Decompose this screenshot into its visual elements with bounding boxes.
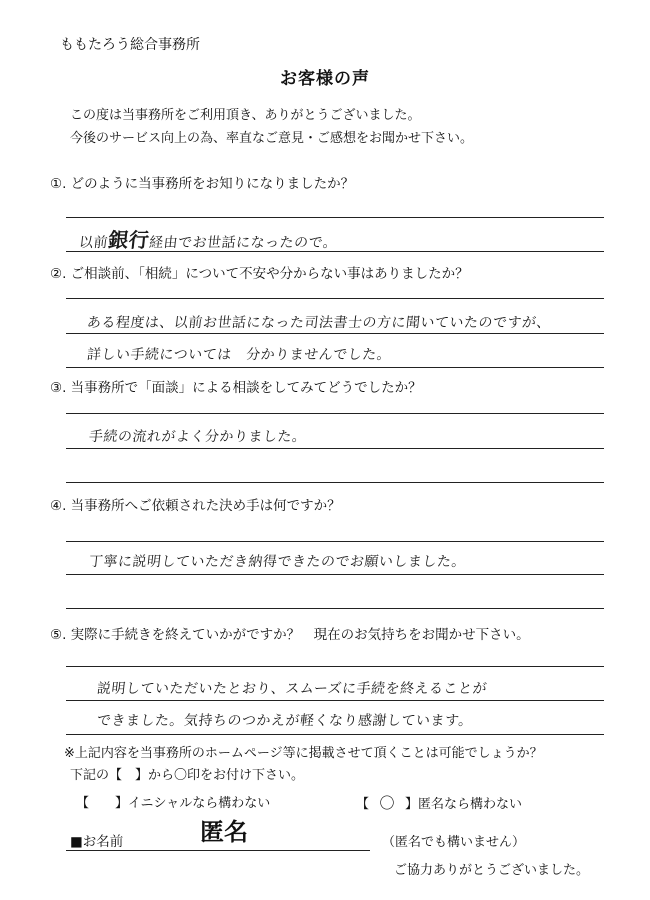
name-underline [66, 850, 370, 851]
answer-1-before: 以前 [78, 235, 109, 251]
answer-5-line-1: 説明していただいたとおり、スムーズに手続を終えることが [96, 681, 488, 697]
organization-name: ももたろう総合事務所 [60, 37, 200, 53]
answer-line [66, 574, 604, 575]
option-anonymous[interactable] [356, 792, 522, 813]
answer-2-line-2: 詳しい手続については 分かりませんでした。 [86, 347, 393, 363]
consent-instruction: 下記の【 】から〇印をお付け下さい。 [70, 768, 305, 783]
answer-line [66, 734, 604, 735]
answer-5-line-2: できました。気持ちのつかえが軽くなり感謝しています。 [96, 713, 474, 729]
page-title: お客様の声 [280, 69, 370, 89]
intro-line-2: 今後のサービス向上の為、率直なご意見・ご感想をお聞かせ下さい。 [70, 131, 474, 146]
circle-mark: 〇 [379, 794, 395, 812]
answer-line [66, 413, 604, 414]
thanks-text: ご協力ありがとうございました。 [394, 863, 590, 878]
answer-line [66, 367, 604, 368]
answer-line [66, 482, 604, 483]
answer-line [66, 541, 604, 542]
option-anonymous-open: 【 [356, 797, 370, 812]
consent-question: ※上記内容を当事務所のホームページ等に掲載させて頂くことは可能でしょうか？ [64, 746, 543, 761]
answer-line [66, 333, 604, 334]
question-2: ②. ご相談前、「相続」について不安や分からない事はありましたか？ [50, 266, 469, 282]
intro-line-1: この度は当事務所をご利用頂き、ありがとうございました。 [70, 108, 421, 123]
name-value[interactable]: 匿名 [200, 817, 248, 846]
answer-1-emphasis: 銀行 [107, 228, 151, 252]
answer-line [66, 217, 604, 218]
answer-line [66, 700, 604, 701]
answer-line [66, 666, 604, 667]
answer-3: 手続の流れがよく分かりました。 [88, 429, 308, 445]
answer-2-line-1: ある程度は、以前お世話になった司法書士の方に聞いていたのですが、 [86, 315, 552, 331]
question-4: ④. 当事務所へご依頼された決め手は何ですか？ [50, 498, 341, 514]
name-note: （匿名でも構いません） [382, 835, 526, 850]
answer-line [66, 251, 604, 252]
answer-4: 丁寧に説明していただき納得できたのでお願いしました。 [88, 554, 467, 570]
answer-1 [78, 224, 339, 253]
answer-line [66, 298, 604, 299]
answer-line [66, 608, 604, 609]
option-initial[interactable]: 【 】イニシャルなら構わない [76, 796, 271, 811]
answer-1-after: 経由でお世話になったので。 [148, 235, 339, 251]
option-anonymous-close: 】匿名なら構わない [405, 797, 523, 812]
name-label: ■お名前 [70, 834, 124, 850]
question-3: ③. 当事務所で「面談」による相談をしてみてどうでしたか？ [50, 380, 422, 396]
question-1: ①. どのように当事務所をお知りになりましたか？ [50, 176, 355, 192]
answer-line [66, 448, 604, 449]
question-5: ⑤. 実際に手続きを終えていかがですか？ 現在のお気持ちをお聞かせ下さい。 [50, 627, 530, 643]
